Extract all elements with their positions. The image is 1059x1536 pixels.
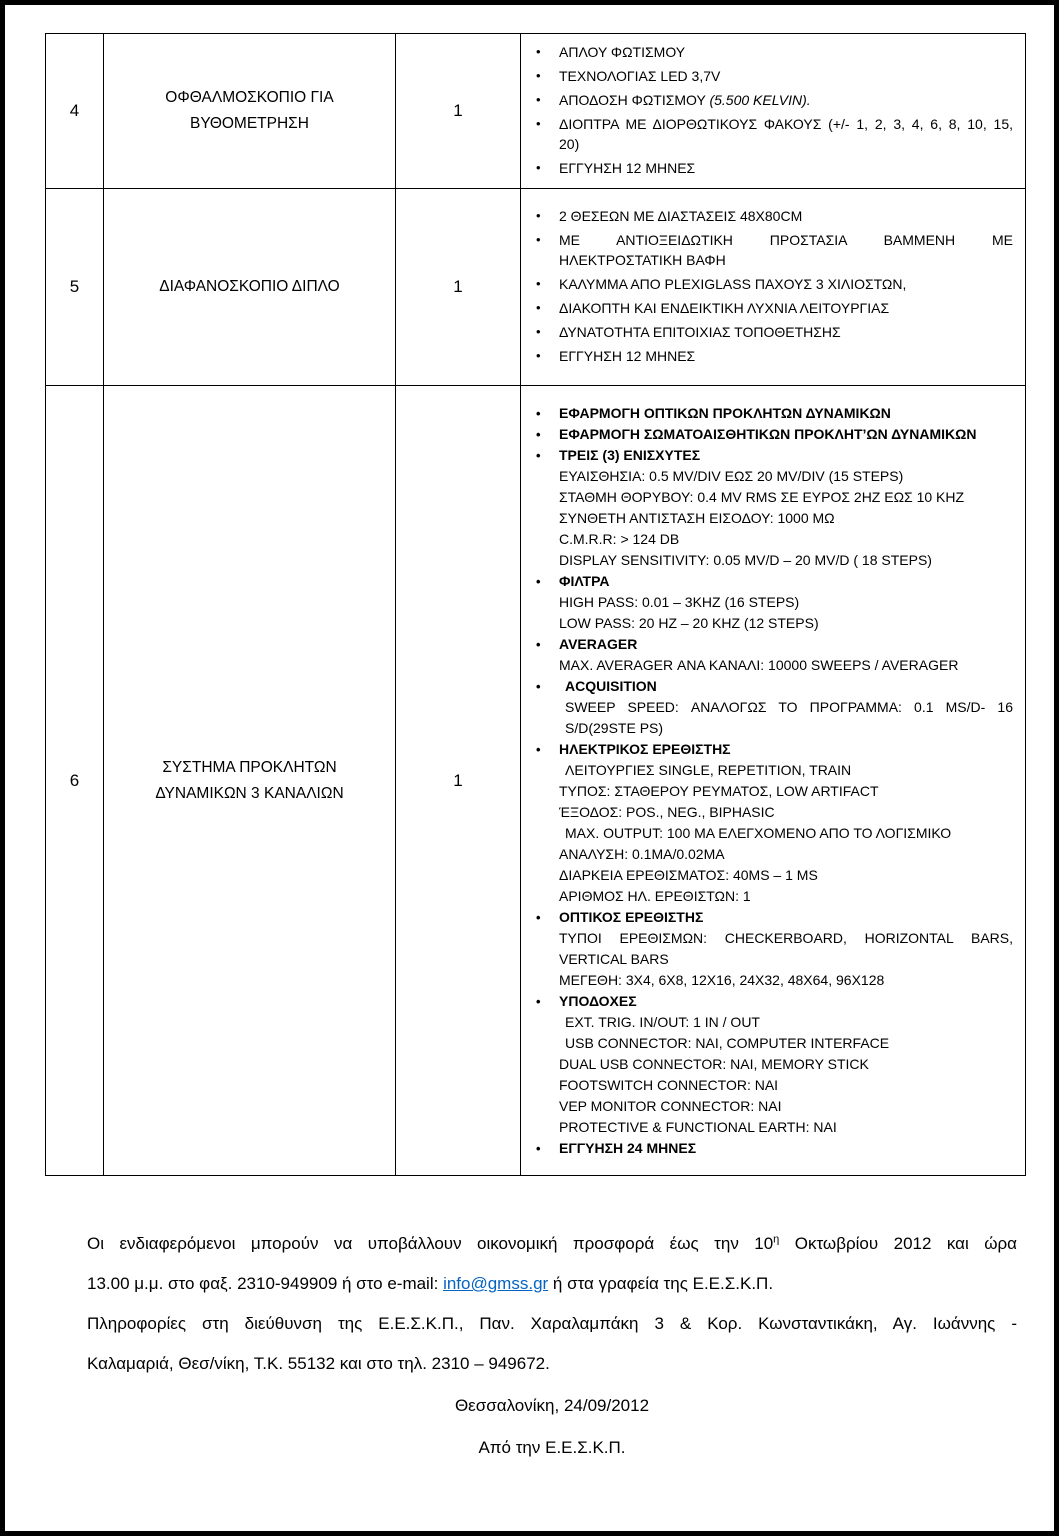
bullet-icon: • [536,636,541,652]
spec-text: FOOTSWITCH CONNECTOR: NAI [559,1076,779,1093]
spec-line [521,760,1013,781]
footer-text: Πληροφορίες στη διεύθυνση της Ε.Ε.Σ.Κ.Π., Παν. Χαραλαμπάκη 3 & Κορ. Κωνσταντικάκη, Αγ. Ιωάννης - [87,1314,1017,1333]
spec-line [521,907,1013,928]
spec-line [521,634,1013,655]
spec-text: ΜΕ ΑΝΤΙΟΞΕΙΔΩΤΙΚΗ ΠΡΟΣΤΑΣΙΑ ΒΑΜΜΕΝΗ ΜΕ [559,232,1013,248]
bullet-icon: • [536,348,541,363]
spec-text: VERTICAL BARS [559,950,669,967]
spec-text: 20) [559,136,580,152]
footer-text: Οι ενδιαφερόμενοι μπορούν να υποβάλλουν οικονομική προσφορά έως την 10 [87,1234,774,1253]
spec-text-line [559,114,1013,134]
spec-line [521,42,1013,62]
spec-text: LOW PASS: 20 HZ – 20 KHZ (12 STEPS) [559,614,819,631]
spec-text-line [565,697,1013,718]
spec-line [521,466,1013,487]
item-specs [521,189,1026,386]
spec-line [521,844,1013,865]
spec-text: ΚΑΛΥΜΜΑ ΑΠΟ PLEXIGLASS ΠΑΧΟΥΣ 3 ΧΙΛΙΟΣΤΩΝ, [559,276,907,292]
spec-line [521,655,1013,676]
spec-line [521,697,1013,739]
spec-line [521,1054,1013,1075]
spec-line [521,592,1013,613]
spec-text: ΑΠΟΔΟΣΗ ΦΩΤΙΣΜΟΥ [559,92,710,108]
table-row [46,34,1026,189]
spec-line [521,970,1013,991]
bullet-icon: • [536,405,541,421]
spec-text: ΔΙΑΚΟΠΤΗ ΚΑΙ ΕΝΔΕΙΚΤΙΚΗ ΛΥΧΝΙΑ ΛΕΙΤΟΥΡΓΙΑΣ [559,300,890,316]
spec-line [521,508,1013,529]
spec-text: ΥΠΟΔΟΧΕΣ [559,992,637,1009]
spec-line [521,424,1013,445]
bullet-icon: • [536,1140,541,1156]
footer-text: ή στα γραφεία της Ε.Ε.Σ.Κ.Π. [548,1274,774,1293]
spec-text: ΕΦΑΡΜΟΓΗ ΟΠΤΙΚΩΝ ΠΡΟΚΛΗΤΩΝ ΔΥΝΑΜΙΚΩΝ [559,404,891,421]
spec-text: HIGH PASS: 0.01 – 3KHZ (16 STEPS) [559,593,800,610]
bullet-icon: • [536,573,541,589]
spec-text: ΤΥΠΟΙ ΕΡΕΘΙΣΜΩΝ: CHECKERBOARD, HORIZONTAL BARS, [559,929,1013,946]
bullet-icon: • [536,909,541,925]
spec-line [521,346,1013,366]
spec-text: ΕΥΑΙΣΘΗΣΙΑ: 0.5 MV/DIV ΕΩΣ 20 MV/DIV (15 STEPS) [559,467,904,484]
footer-line [87,1304,1017,1344]
bullet-icon: • [536,300,541,315]
spec-line [521,676,1013,697]
spec-text: ΕΦΑΡΜΟΓΗ ΣΩΜΑΤΟΑΙΣΘΗΤΙΚΩΝ ΠΡΟΚΛΗΤ’ΩΝ ΔΥΝΑΜΙΚΩΝ [559,425,977,442]
equipment-table [45,33,1026,1176]
footer-text: Θεσσαλονίκη, 24/09/2012 [454,1396,650,1415]
spec-line [521,445,1013,466]
bullet-icon: • [536,993,541,1009]
spec-line [521,1096,1013,1117]
footer-line [87,1344,1017,1384]
spec-text: DUAL USB CONNECTOR: NAI, MEMORY STICK [559,1055,869,1072]
spec-text: ΜΕΓΕΘΗ: 3Χ4, 6Χ8, 12Χ16, 24Χ32, 48Χ64, 96Χ128 [559,971,885,988]
item-quantity: 1 [396,386,521,1176]
spec-line [521,1138,1013,1159]
spec-text-line [559,928,1013,949]
spec-text: MAX. OUTPUT: 100 MA ΕΛΕΓΧΟΜΕΝΟ ΑΠΟ ΤΟ ΛΟΓΙΣΜΙΚΟ [565,824,952,841]
superscript-ordinal: η [773,1233,780,1246]
spec-text: ΔΙΑΡΚΕΙΑ ΕΡΕΘΙΣΜΑΤΟΣ: 40MS – 1 MS [559,866,818,883]
footer-line [87,1386,1017,1426]
item-number: 5 [46,189,104,386]
spec-text: ΟΠΤΙΚΟΣ ΕΡΕΘΙΣΤΗΣ [559,908,704,925]
spec-text: ΔΥΝΑΤΟΤΗΤΑ ΕΠΙΤΟΙΧΙΑΣ ΤΟΠΟΘΕΤΗΣΗΣ [559,324,841,340]
spec-text-italic: (5.500 KELVIN). [709,92,811,108]
spec-text: PROTECTIVE & FUNCTIONAL EARTH: NAI [559,1118,837,1135]
item-quantity: 1 [396,189,521,386]
spec-text: ΈΞΟΔΟΣ: POS., NEG., BIPHASIC [559,803,775,820]
table-row [46,189,1026,386]
table-row [46,386,1026,1176]
spec-line [521,230,1013,270]
bullet-icon: • [536,678,541,694]
spec-text: ΤΕΧΝΟΛΟΓΙΑΣ LED 3,7V [559,68,721,84]
spec-line [521,274,1013,294]
item-specs [521,386,1026,1176]
spec-line [521,158,1013,178]
spec-line [521,403,1013,424]
spec-text: ΕΓΓΥΗΣΗ 24 ΜΗΝΕΣ [559,1139,697,1156]
spec-text-line [559,949,1013,970]
footer [87,1224,1017,1468]
bullet-icon: • [536,232,541,247]
spec-text: ΤΡΕΙΣ (3) ΕΝΙΣΧΥΤΕΣ [559,446,701,463]
spec-text: ΑΡΙΘΜΟΣ ΗΛ. ΕΡΕΘΙΣΤΩΝ: 1 [559,887,751,904]
item-number: 4 [46,34,104,189]
spec-text: ΔΙΟΠΤΡΑ ΜΕ ΔΙΟΡΘΩΤΙΚΟΥΣ ΦΑΚΟΥΣ (+/- 1, 2, 3, 4, 6, 8, 10, 15, [559,116,1013,132]
spec-text: ΕΓΓΥΗΣΗ 12 ΜΗΝΕΣ [559,348,696,364]
spec-line [521,114,1013,154]
spec-text: ΛΕΙΤΟΥΡΓΙΕΣ SINGLE, REPETITION, TRAIN [565,761,852,778]
spec-text-line [559,134,1013,154]
bullet-icon: • [536,116,541,131]
footer-line [87,1264,1017,1304]
spec-line [521,1117,1013,1138]
spec-text-line [559,250,1013,270]
spec-line [521,550,1013,571]
spec-line [521,206,1013,226]
bullet-icon: • [536,426,541,442]
footer-text: Οκτωβρίου 2012 και ώρα [779,1234,1017,1253]
bullet-icon: • [536,92,541,107]
spec-line [521,991,1013,1012]
item-number: 6 [46,386,104,1176]
bullet-icon: • [536,44,541,59]
footer-text: Από την Ε.Ε.Σ.Κ.Π. [478,1438,626,1457]
spec-line [521,781,1013,802]
spec-line [521,739,1013,760]
spec-text: AVERAGER [559,635,638,652]
spec-text: VEP MONITOR CONNECTOR: NAI [559,1097,782,1114]
spec-line [521,66,1013,86]
spec-line [521,1075,1013,1096]
equipment-table-body [46,34,1026,1176]
spec-text: C.M.R.R: > 124 DB [559,530,680,547]
spec-line [521,90,1013,110]
bullet-icon: • [536,276,541,291]
spec-text: ΕΓΓΥΗΣΗ 12 ΜΗΝΕΣ [559,160,696,176]
spec-text: ΣΥΝΘΕΤΗ ΑΝΤΙΣΤΑΣΗ ΕΙΣΟΔΟΥ: 1000 ΜΩ [559,509,835,526]
spec-text: ΦΙΛΤΡΑ [559,572,610,589]
item-name: ΟΦΘΑΛΜΟΣΚΟΠΙΟ ΓΙΑ ΒΥΘΟΜΕΤΡΗΣΗ [104,34,396,189]
spec-text: 2 ΘΕΣΕΩΝ ΜΕ ΔΙΑΣΤΑΣΕΙΣ 48Χ80CM [559,208,803,224]
footer-line [87,1224,1017,1264]
footer-text: 13.00 μ.μ. στο φαξ. 2310-949909 ή στο e-mail: [87,1274,444,1293]
footer-line [87,1428,1017,1468]
spec-text: DISPLAY SENSITIVITY: 0.05 MV/D – 20 MV/D ( 18 STEPS) [559,551,932,568]
footer-text: Καλαμαριά, Θεσ/νίκη, Τ.Κ. 55132 και στο τηλ. 2310 – 949672. [87,1354,550,1373]
item-quantity: 1 [396,34,521,189]
spec-text: ΣΤΑΘΜΗ ΘΟΡΥΒΟΥ: 0.4 MV RMS ΣΕ ΕΥΡΟΣ 2HZ ΕΩΣ 10 KHZ [559,488,965,505]
spec-line [521,1012,1013,1033]
item-name: ΣΥΣΤΗΜΑ ΠΡΟΚΛΗΤΩΝ ΔΥΝΑΜΙΚΩΝ 3 ΚΑΝΑΛΙΩΝ [104,386,396,1176]
spec-line [521,823,1013,844]
spec-text: ΗΛΕΚΤΡΟΣΤΑΤΙΚΗ ΒΑΦΗ [559,252,726,268]
bullet-icon: • [536,68,541,83]
bullet-icon: • [536,160,541,175]
email-link[interactable]: info@gmss.gr [443,1274,549,1293]
spec-line [521,886,1013,907]
spec-text-line [565,718,1013,739]
spec-line [521,928,1013,970]
spec-text: S/D(29STE PS) [565,719,664,736]
item-specs [521,34,1026,189]
spec-text: SWEEP SPEED: ΑΝΑΛΟΓΩΣ ΤΟ ΠΡΟΓΡΑΜΜΑ: 0.1 MS/D- 16 [565,698,1013,715]
spec-text: ΑΠΛΟΥ ΦΩΤΙΣΜΟΥ [559,44,686,60]
spec-line [521,1033,1013,1054]
spec-line [521,802,1013,823]
spec-line [521,865,1013,886]
spec-text: MAX. AVERAGER ΑΝΑ ΚΑΝΑΛΙ: 10000 SWEEPS / AVERAGER [559,656,959,673]
spec-line [521,571,1013,592]
item-name: ΔΙΑΦΑΝΟΣΚΟΠΙΟ ΔΙΠΛΟ [104,189,396,386]
spec-text: ΑΝΑΛΥΣΗ: 0.1MA/0.02MA [559,845,725,862]
spec-text: EXT. TRIG. IN/OUT: 1 IN / OUT [565,1013,760,1030]
spec-line [521,322,1013,342]
spec-text: ACQUISITION [565,677,657,694]
spec-line [521,487,1013,508]
spec-text: ΗΛΕΚΤΡΙΚΟΣ ΕΡΕΘΙΣΤΗΣ [559,740,731,757]
spec-line [521,298,1013,318]
bullet-icon: • [536,447,541,463]
spec-line [521,613,1013,634]
spec-line [521,529,1013,550]
bullet-icon: • [536,741,541,757]
spec-text: USB CONNECTOR: NAI, COMPUTER INTERFACE [565,1034,890,1051]
bullet-icon: • [536,208,541,223]
bullet-icon: • [536,324,541,339]
spec-text-line [559,230,1013,250]
spec-text: ΤΥΠΟΣ: ΣΤΑΘΕΡΟΥ ΡΕΥΜΑΤΟΣ, LOW ARTIFACT [559,782,879,799]
